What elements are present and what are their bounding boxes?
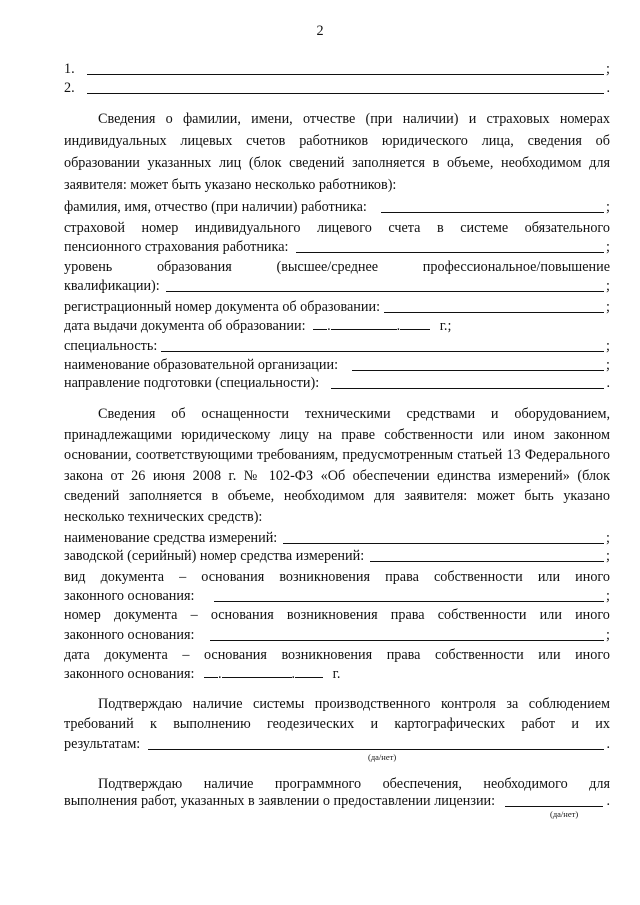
field-reg-number: регистрационный номер документа об образовании: ;: [64, 299, 610, 315]
field-doc-type-line1: вид документа – основания возникновения права собственности или иного: [64, 569, 610, 585]
field-org-name: наименование образовательной организации: ;: [64, 357, 610, 373]
year-input[interactable]: [400, 318, 430, 330]
reg-number-input[interactable]: [384, 301, 604, 313]
org-name-input[interactable]: [352, 359, 604, 371]
blank-line[interactable]: [87, 82, 605, 94]
line-number: 2.: [64, 80, 75, 96]
field-issue-date: дата выдачи документа об образовании: . . г.;: [64, 318, 452, 334]
doc-number-input[interactable]: [210, 629, 604, 641]
direction-input[interactable]: [331, 377, 604, 389]
field-specialty: специальность: ;: [64, 338, 610, 354]
confirm2-input[interactable]: [505, 795, 603, 807]
fio-input[interactable]: [381, 201, 604, 213]
confirm1-field: результатам: .: [64, 736, 610, 752]
serial-number-input[interactable]: [370, 550, 604, 562]
confirm2-text: Подтверждаю наличие программного обеспечения, необходимого для: [98, 776, 610, 792]
field-education: квалификации): ;: [64, 278, 610, 294]
instrument-name-input[interactable]: [283, 532, 604, 544]
specialty-input[interactable]: [161, 340, 604, 352]
education-input[interactable]: [166, 280, 604, 292]
field-doc-number: законного основания: ;: [64, 627, 610, 643]
numbered-line-2: 2. .: [64, 80, 610, 96]
confirm1-input[interactable]: [148, 738, 604, 750]
section2-intro: Сведения об оснащенности техническими средствами и оборудованием, принадлежащими юридическому лицу на праве собственности или ином законном основании, соответствующими требованиям, предусмотренным статьей 13 Федерального закона от 26 июня 2008 г. № 102-ФЗ «Об обеспечении единства измерений» (блок сведений заполняется в объеме, необходимом для заявителя: может быть указано несколько технических средств):: [64, 406, 610, 525]
section1-intro: Сведения о фамилии, имени, отчестве (при наличии) и страховых номерах индивидуальных лицевых счетов работников юридического лица, сведения об образовании указанных лиц (блок сведений заполняется в объеме, необходимом для заявителя: может быть указано несколько работников):: [64, 111, 610, 193]
month-input[interactable]: [331, 318, 397, 330]
field-doc-type: законного основания: ;: [64, 588, 610, 604]
day-input[interactable]: [313, 318, 327, 330]
field-doc-number-line1: номер документа – основания возникновения права собственности или иного: [64, 607, 610, 623]
doc-type-input[interactable]: [214, 590, 604, 602]
field-education-line1: уровень образования (высшее/среднее профессиональное/повышение: [64, 259, 610, 275]
field-snils: пенсионного страхования работника: ;: [64, 239, 610, 255]
confirm2-field: выполнения работ, указанных в заявлении о предоставлении лицензии: .: [64, 793, 610, 809]
blank-line[interactable]: [87, 63, 604, 75]
month-input[interactable]: [222, 666, 292, 678]
line-number: 1.: [64, 61, 75, 77]
field-serial-number: заводской (серийный) номер средства измерений: ;: [64, 548, 610, 564]
field-doc-date-line1: дата документа – основания возникновения права собственности или иного: [64, 647, 610, 663]
confirm2-hint: (да/нет): [550, 809, 579, 819]
numbered-line-1: 1. ;: [64, 61, 610, 77]
day-input[interactable]: [204, 666, 218, 678]
snils-input[interactable]: [296, 241, 604, 253]
year-input[interactable]: [295, 666, 323, 678]
confirm1-hint: (да/нет): [368, 752, 397, 762]
field-snils-line1: страховой номер индивидуального лицевого счета в системе обязательного: [64, 220, 610, 236]
field-doc-date: законного основания: . . г.: [64, 666, 341, 682]
field-instrument-name: наименование средства измерений: ;: [64, 530, 610, 546]
field-fio: фамилия, имя, отчество (при наличии) работника: ;: [64, 199, 610, 215]
confirm1-text: Подтверждаю наличие системы производственного контроля за соблюдением требований к выполнению геодезических и картографических работ и их: [64, 696, 610, 732]
page-number: 2: [316, 23, 324, 39]
field-direction: направление подготовки (специальности): .: [64, 375, 610, 391]
